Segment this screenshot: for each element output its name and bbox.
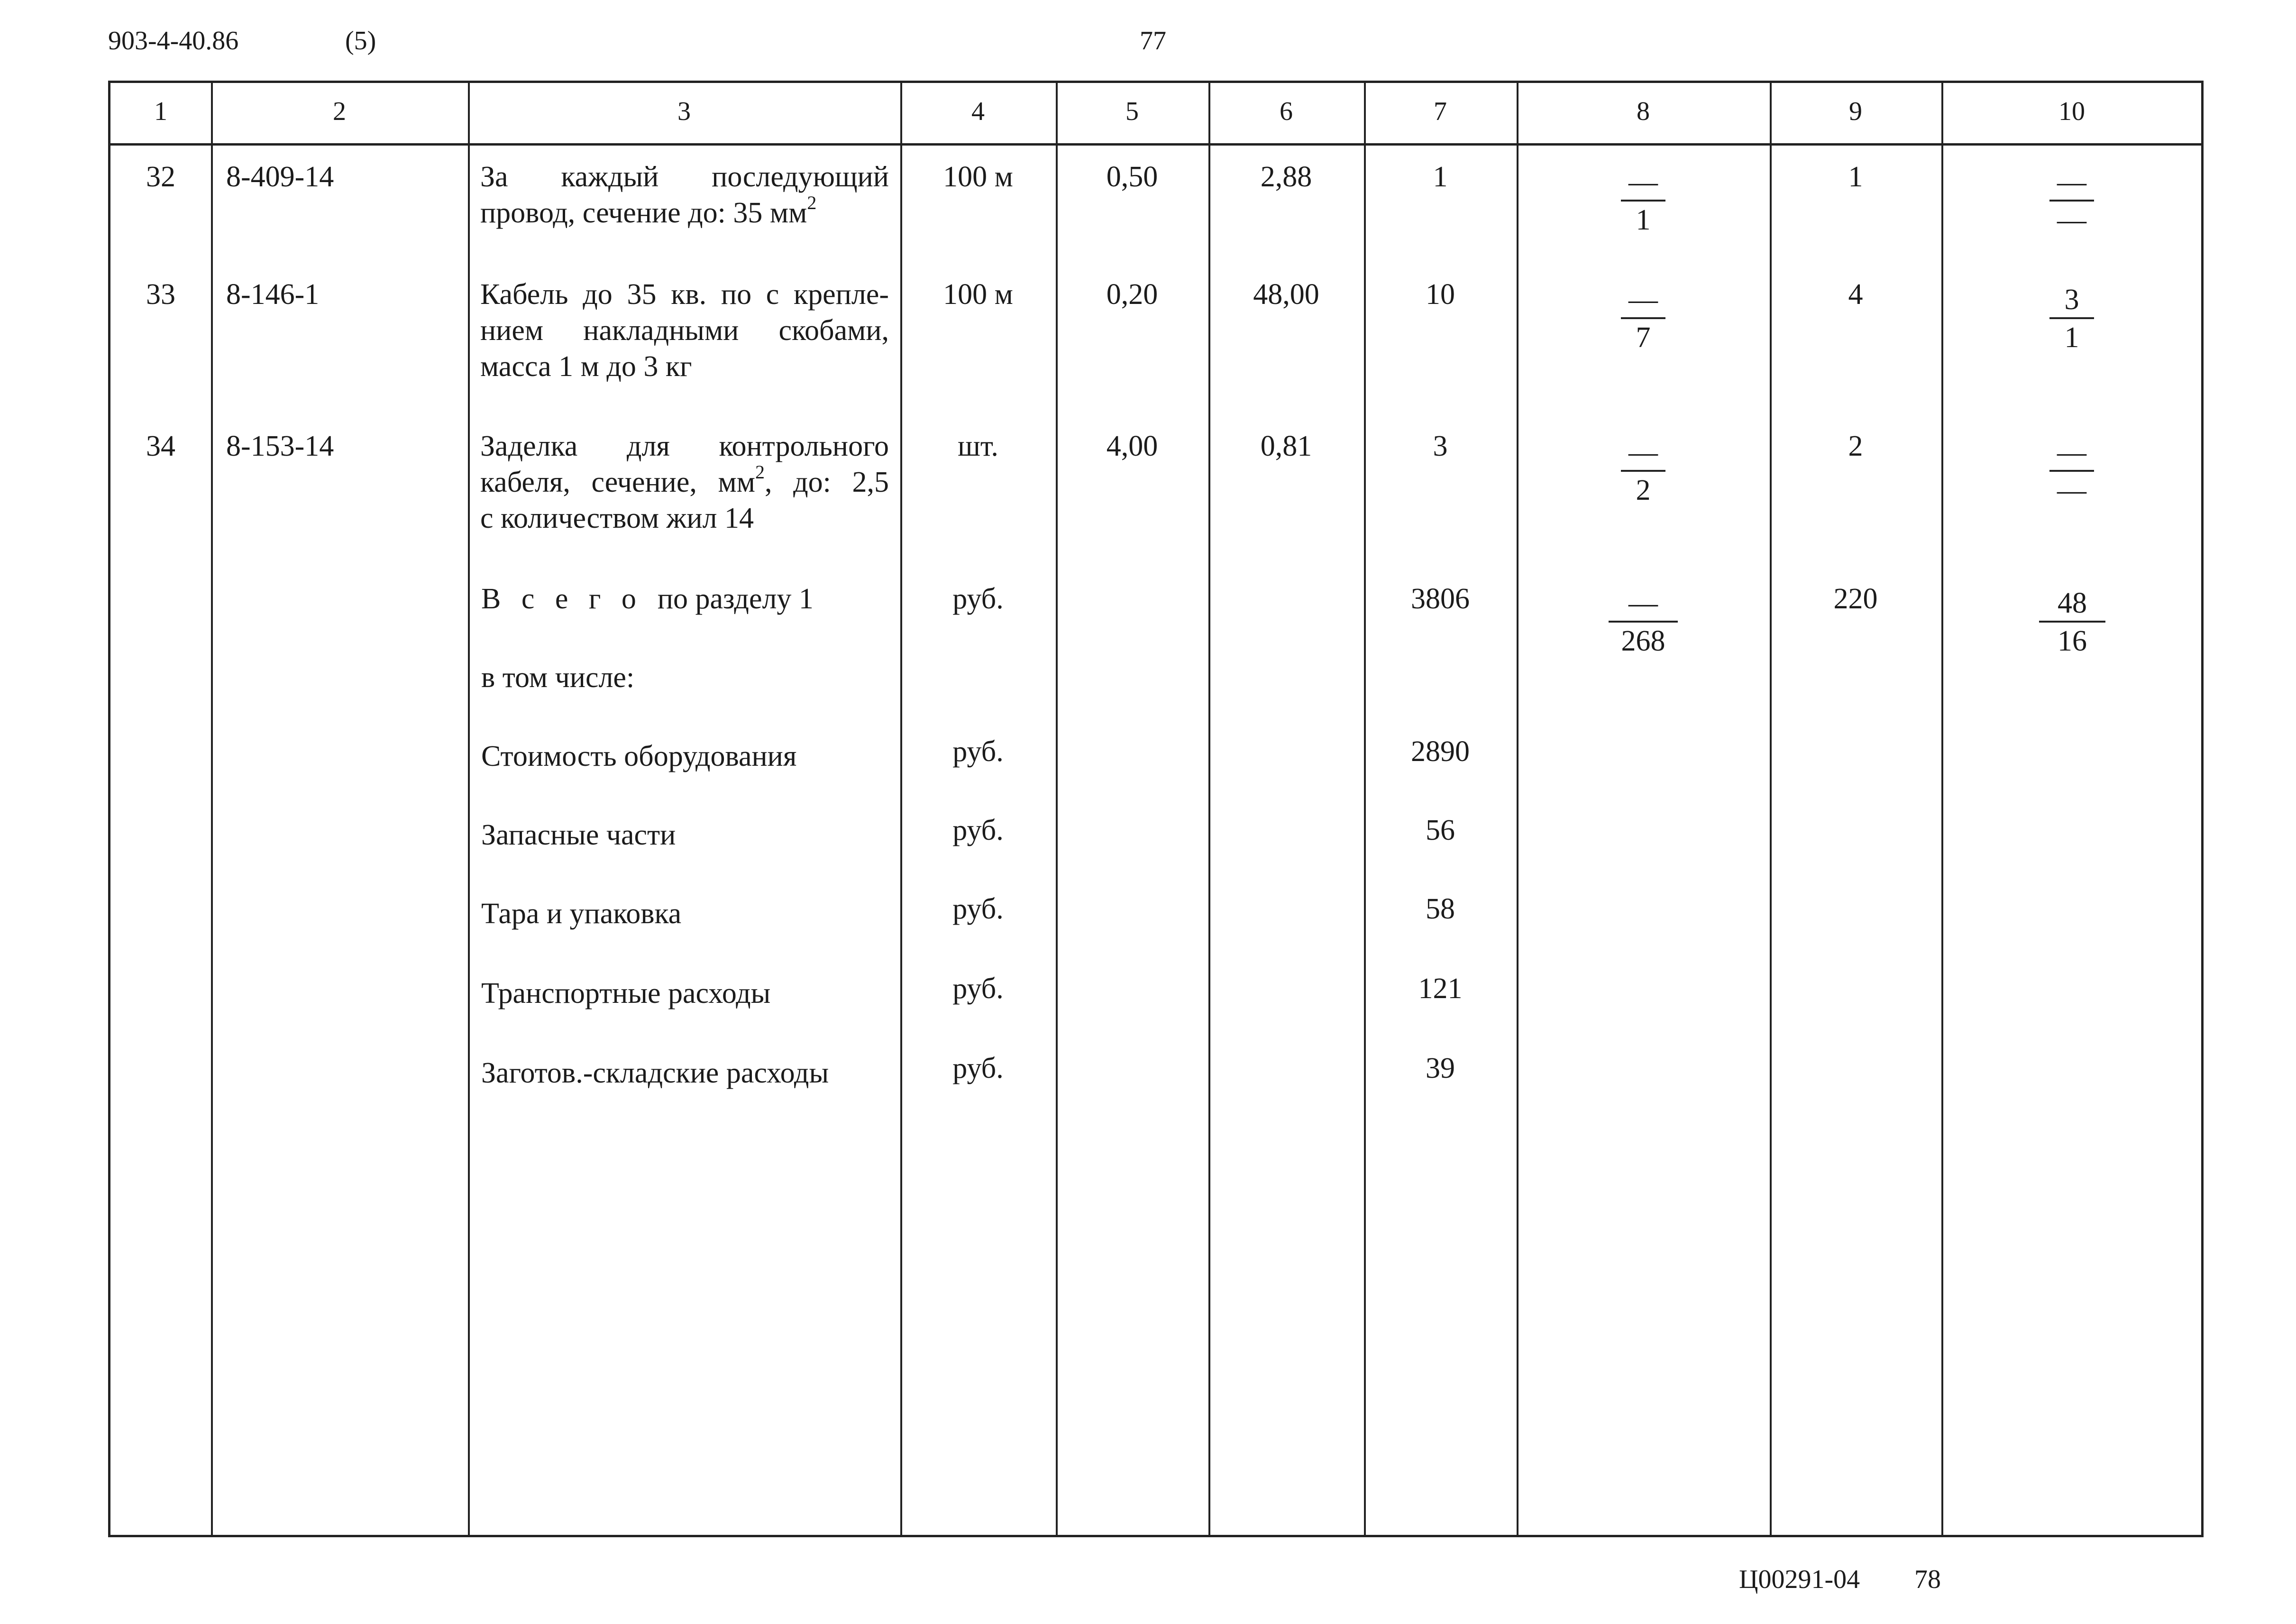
breakdown-value: 58 (1426, 893, 1455, 925)
row-34-col7: 3 (1433, 430, 1448, 462)
footer-page: 78 (1914, 1565, 1941, 1594)
breakdown-unit: руб. (952, 893, 1004, 925)
description-line: За каждый последующий (480, 161, 889, 193)
row-33-col8-fraction (1621, 285, 1665, 352)
doc-part: (5) (345, 26, 376, 55)
breakdown-unit: руб. (952, 814, 1004, 846)
fraction-denominator: 1 (2064, 321, 2079, 354)
fraction-denominator: 1 (1636, 204, 1651, 236)
row-32-price: 2,88 (1260, 161, 1312, 193)
row-34-col9: 2 (1848, 430, 1863, 462)
description-line: нием накладными скобами, (480, 314, 889, 347)
row-33-col10-fraction (2049, 285, 2094, 352)
breakdown-value: 2890 (1411, 735, 1470, 768)
row-32-col9: 1 (1848, 161, 1863, 193)
row-32-description (480, 159, 889, 231)
superscript: 2 (807, 192, 817, 214)
fraction-numerator: — (1628, 284, 1658, 316)
row-33-number: 33 (146, 278, 175, 311)
col-divider (1941, 83, 1943, 1535)
fraction-denominator: 2 (1636, 474, 1651, 506)
fraction-numerator: — (2057, 436, 2086, 468)
fraction-numerator: — (2057, 166, 2086, 198)
total-col8-fraction (1609, 588, 1678, 656)
fraction-numerator: — (1628, 587, 1658, 619)
breakdown-label: Запасные части (481, 819, 676, 851)
description-line: Заделка для контрольного (480, 430, 889, 462)
description-text: провод, сечение до: 35 мм (480, 197, 807, 229)
column-header-5: 5 (1125, 97, 1139, 126)
fraction-bar (1621, 200, 1665, 202)
column-header-10: 10 (2058, 97, 2085, 126)
row-32-code: 8-409-14 (226, 161, 334, 193)
row-33-unit: 100 м (943, 278, 1013, 311)
fraction-numerator: 3 (2064, 284, 2079, 316)
description-line (480, 461, 889, 500)
breakdown-value: 121 (1418, 973, 1463, 1005)
row-34-code: 8-153-14 (226, 430, 334, 462)
row-33-col7: 10 (1426, 278, 1455, 311)
row-32-col10-fraction (2049, 167, 2094, 235)
superscript: 2 (755, 461, 765, 483)
breakdown-label: Тара и упаковка (481, 898, 682, 930)
total-unit: руб. (952, 583, 1004, 615)
fraction-bar (2039, 621, 2105, 623)
row-34-price: 0,81 (1260, 430, 1312, 462)
fraction-numerator: 48 (2058, 587, 2087, 619)
row-33-quantity: 0,20 (1106, 278, 1158, 311)
doc-code: 903-4-40.86 (108, 26, 239, 55)
column-header-2: 2 (333, 97, 346, 126)
column-header-8: 8 (1637, 97, 1650, 126)
description-text: , до: 2,5 (764, 466, 889, 498)
breakdown-label: Транспортные расходы (481, 977, 771, 1009)
row-34-description (480, 428, 889, 536)
fraction-bar (1609, 621, 1678, 623)
row-34-number: 34 (146, 430, 175, 462)
row-33-price: 48,00 (1253, 278, 1319, 311)
description-line: с количеством жил 14 (480, 502, 754, 534)
row-33-description (480, 276, 889, 385)
row-32-number: 32 (146, 161, 175, 193)
row-33-code: 8-146-1 (226, 278, 320, 311)
fraction-denominator: — (2057, 204, 2086, 236)
description-line: Кабель до 35 кв. по с крепле- (480, 278, 889, 311)
total-col9: 220 (1833, 583, 1878, 615)
breakdown-label: Стоимость оборудования (481, 740, 797, 772)
fraction-denominator: — (2057, 474, 2086, 506)
col-divider (1517, 83, 1518, 1535)
row-32-unit: 100 м (943, 161, 1013, 193)
total-label (481, 581, 814, 617)
total-label-spaced: В с е г о (481, 583, 643, 615)
description-line: масса 1 м до 3 кг (480, 350, 692, 383)
breakdown-value: 39 (1426, 1052, 1455, 1084)
col-divider (211, 83, 213, 1535)
fraction-numerator: — (1628, 166, 1658, 198)
page-number: 77 (1140, 26, 1166, 55)
row-34-quantity: 4,00 (1106, 430, 1158, 462)
column-header-1: 1 (154, 97, 167, 126)
col-divider (468, 83, 470, 1535)
breakdown-value: 56 (1426, 814, 1455, 846)
fraction-bar (1621, 317, 1665, 319)
column-header-4: 4 (971, 97, 985, 126)
column-header-9: 9 (1849, 97, 1862, 126)
total-col7: 3806 (1411, 583, 1470, 615)
breakdown-unit: руб. (952, 973, 1004, 1005)
row-32-quantity: 0,50 (1106, 161, 1158, 193)
row-34-col8-fraction (1621, 438, 1665, 505)
fraction-numerator: — (1628, 436, 1658, 468)
fraction-bar (2049, 317, 2094, 319)
description-text: кабеля, сечение, мм (480, 466, 755, 498)
fraction-denominator: 7 (1636, 321, 1651, 354)
row-32-col8-fraction (1621, 167, 1665, 235)
header-divider (110, 143, 2201, 146)
footer-code: Ц00291-04 (1739, 1565, 1860, 1594)
fraction-denominator: 16 (2058, 625, 2087, 657)
total-col10-fraction (2039, 588, 2105, 656)
fraction-denominator: 268 (1621, 625, 1665, 657)
total-label-rest: по разделу 1 (657, 583, 814, 615)
breakdown-unit: руб. (952, 735, 1004, 768)
description-line (480, 192, 889, 231)
column-header-7: 7 (1434, 97, 1447, 126)
column-header-3: 3 (677, 97, 691, 126)
fraction-bar (1621, 470, 1665, 472)
estimate-table (108, 81, 2204, 1537)
fraction-bar (2049, 200, 2094, 202)
row-34-col10-fraction (2049, 438, 2094, 505)
breakdown-unit: руб. (952, 1052, 1004, 1084)
including-label: в том числе: (481, 661, 635, 694)
row-32-col7: 1 (1433, 161, 1448, 193)
breakdown-label: Заготов.-складские расходы (481, 1057, 829, 1089)
row-34-unit: шт. (958, 430, 998, 462)
column-header-6: 6 (1280, 97, 1293, 126)
fraction-bar (2049, 470, 2094, 472)
row-33-col9: 4 (1848, 278, 1863, 311)
